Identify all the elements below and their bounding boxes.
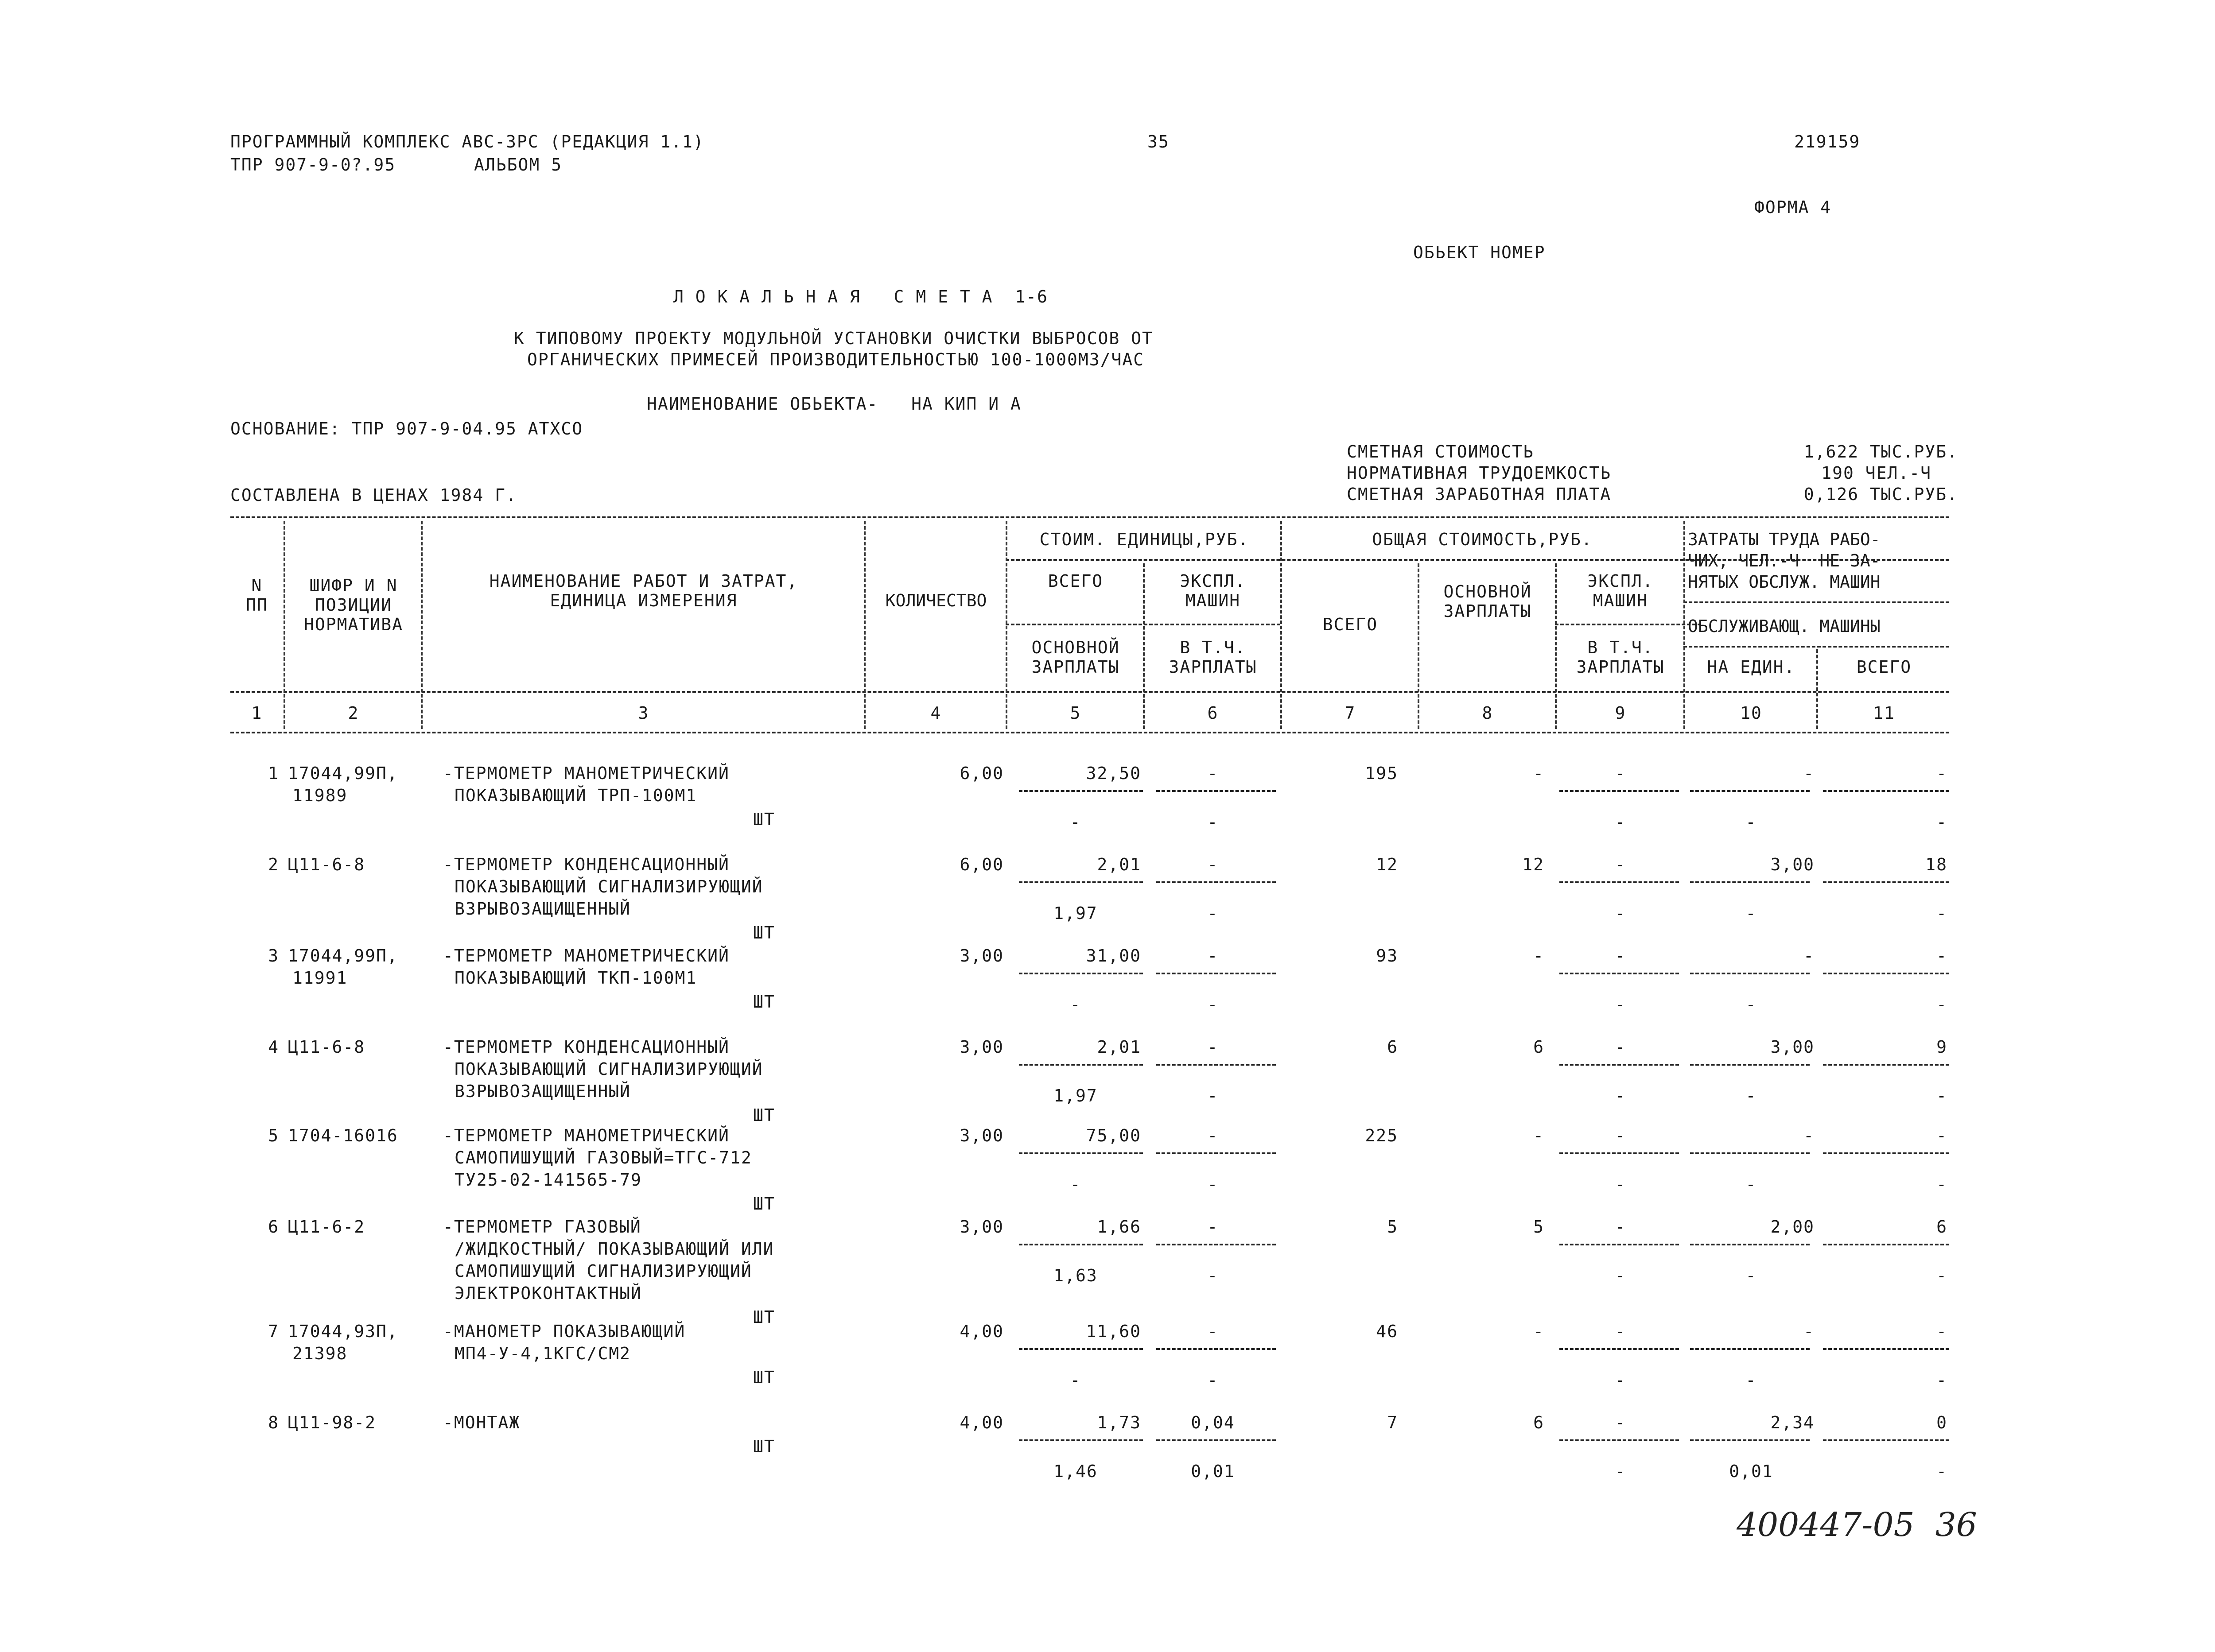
labor-unit: -: [1803, 1126, 1815, 1145]
row-dash-rule: [1823, 1064, 1949, 1066]
labor-total: -: [1936, 764, 1947, 783]
total-wage: 12: [1522, 855, 1544, 874]
labor-header: НЯТЫХ ОБСЛУЖ. МАШИН: [1688, 572, 1881, 592]
unit-cost-header: СТОИМ. ЕДИНИЦЫ,РУБ.: [1039, 530, 1249, 549]
summary-value: 190 ЧЕЛ.-Ч: [1821, 463, 1931, 483]
row-name-line: -МОНТАЖ: [443, 1413, 521, 1432]
row-unit: ШТ: [753, 810, 775, 829]
row-dash-rule: [1019, 1064, 1143, 1066]
handwritten-note: 400447-05 36: [1737, 1506, 1977, 1544]
row-dash-rule: [1156, 1244, 1276, 1245]
labor-unit-serv: -: [1745, 1175, 1757, 1194]
row-code: Ц11-6-8: [288, 1037, 365, 1057]
estimate-title: Л О К А Л Ь Н А Я С М Е Т А 1-6: [673, 287, 1048, 306]
row-dash-rule: [1690, 881, 1810, 883]
unit-total-header: ВСЕГО: [1048, 571, 1104, 591]
total-wage: -: [1533, 1126, 1544, 1145]
column-number: 4: [930, 703, 942, 723]
total-wage-header: ОСНОВНОЙ: [1443, 582, 1532, 601]
row-number: 1: [268, 764, 279, 783]
total-mach-header: МАШИН: [1593, 591, 1648, 610]
row-name-line: -ТЕРМОМЕТР КОНДЕНСАЦИОННЫЙ: [443, 1037, 730, 1057]
unit-total: 1,73: [1097, 1413, 1141, 1432]
row-dash-rule: [1156, 1348, 1276, 1350]
row-dash-rule: [1019, 973, 1143, 974]
total-all: 93: [1376, 946, 1398, 966]
row-quantity: 3,00: [960, 1217, 1004, 1237]
summary-label: СМЕТНАЯ СТОИМОСТЬ: [1347, 442, 1534, 461]
total-all: 7: [1387, 1413, 1398, 1432]
total-incl-header: В Т.Ч.: [1587, 638, 1654, 657]
total-all: 225: [1365, 1126, 1398, 1145]
row-dash-rule: [1690, 1348, 1810, 1350]
row-number: 4: [268, 1037, 279, 1057]
row-dash-rule: [1156, 1439, 1276, 1441]
prices-line: СОСТАВЛЕНА В ЦЕНАХ 1984 Г.: [230, 485, 517, 505]
unit-wage-header: ОСНОВНОЙ: [1031, 638, 1120, 657]
row-dash-rule: [1559, 1152, 1679, 1154]
row-code: Ц11-6-8: [288, 855, 365, 874]
form-label: ФОРМА 4: [1754, 198, 1832, 217]
col-sep: [421, 521, 423, 729]
project-code: ТПР 907-9-0?.95: [230, 155, 396, 175]
row-dash-rule: [1019, 1348, 1143, 1350]
total-mach: -: [1615, 1217, 1626, 1237]
col-sep: [1683, 521, 1685, 729]
row-dash-rule: [1156, 973, 1276, 974]
unit-wage: -: [1070, 995, 1081, 1014]
row-dash-rule: [1156, 881, 1276, 883]
row-number: 7: [268, 1322, 279, 1341]
unit-incl: -: [1207, 812, 1219, 832]
total-all: 6: [1387, 1037, 1398, 1057]
row-dash-rule: [1823, 1348, 1949, 1350]
unit-incl-header: ЗАРПЛАТЫ: [1169, 657, 1257, 677]
total-incl: -: [1615, 812, 1626, 832]
program-name: ПРОГРАММНЫЙ КОМПЛЕКС АВС-3РС (РЕДАКЦИЯ 1.1): [230, 132, 704, 151]
row-quantity: 3,00: [960, 946, 1004, 966]
col-sep: [1555, 563, 1557, 729]
unit-wage: -: [1070, 1175, 1081, 1194]
row-number: 3: [268, 946, 279, 966]
total-incl: -: [1615, 1462, 1626, 1481]
unit-mach-header: МАШИН: [1185, 591, 1241, 610]
col-2-header: ПОЗИЦИИ: [315, 595, 392, 615]
labor-total: -: [1936, 1322, 1947, 1341]
row-dash-rule: [1019, 881, 1143, 883]
labor-total: 9: [1936, 1037, 1947, 1057]
title-line-1: К ТИПОВОМУ ПРОЕКТУ МОДУЛЬНОЙ УСТАНОВКИ ОЧИСТКИ ВЫБРОСОВ ОТ: [514, 329, 1153, 348]
row-code: 17044,93П,: [288, 1322, 398, 1341]
row-dash-rule: [1559, 1439, 1679, 1441]
summary-label: НОРМАТИВНАЯ ТРУДОЕМКОСТЬ: [1347, 463, 1612, 483]
unit-mach: -: [1207, 1322, 1219, 1341]
row-name-line: САМОПИШУЩИЙ СИГНАЛИЗИРУЮЩИЙ: [455, 1261, 752, 1281]
total-mach: -: [1615, 1413, 1626, 1432]
row-unit: ШТ: [753, 923, 775, 942]
col-sep: [284, 521, 285, 729]
labor-header: ЧИХ, ЧЕЛ.-Ч НЕ ЗА-: [1688, 551, 1881, 570]
total-incl: -: [1615, 1175, 1626, 1194]
total-incl: -: [1615, 995, 1626, 1014]
unit-incl: -: [1207, 904, 1219, 923]
row-dash-rule: [1690, 1244, 1810, 1245]
summary-value: 0,126 ТЫС.РУБ.: [1803, 485, 1958, 504]
total-mach: -: [1615, 1126, 1626, 1145]
total-all: 195: [1365, 764, 1398, 783]
column-number: 10: [1740, 703, 1762, 723]
row-dash-rule: [1690, 1152, 1810, 1154]
total-mach: -: [1615, 1322, 1626, 1341]
labor-unit: -: [1803, 1322, 1815, 1341]
document-number: 219159: [1794, 132, 1861, 151]
row-code: 1704-16016: [288, 1126, 398, 1145]
row-name-line: ПОКАЗЫВАЮЩИЙ СИГНАЛИЗИРУЮЩИЙ: [455, 877, 763, 896]
total-all: 46: [1376, 1322, 1398, 1341]
row-dash-rule: [1559, 1064, 1679, 1066]
total-incl-header: ЗАРПЛАТЫ: [1576, 657, 1665, 677]
total-wage: 5: [1533, 1217, 1544, 1237]
row-name-line: МП4-У-4,1КГС/СМ2: [455, 1344, 631, 1363]
labor-unit-serv: -: [1745, 1266, 1757, 1285]
row-unit: ШТ: [753, 1368, 775, 1387]
row-code: 17044,99П,: [288, 764, 398, 783]
total-mach: -: [1615, 764, 1626, 783]
labor-total-serv: -: [1936, 812, 1947, 832]
row-dash-rule: [1690, 973, 1810, 974]
row-name-line: -МАНОМЕТР ПОКАЗЫВАЮЩИЙ: [443, 1322, 686, 1341]
total-mach-mid-rule: [1555, 624, 1701, 625]
row-quantity: 6,00: [960, 764, 1004, 783]
title-line-2: ОРГАНИЧЕСКИХ ПРИМЕСЕЙ ПРОИЗВОДИТЕЛЬНОСТЬЮ 100-1000М3/ЧАС: [527, 350, 1145, 369]
total-incl: -: [1615, 904, 1626, 923]
labor-total-serv: -: [1936, 1266, 1947, 1285]
col-sep: [1418, 563, 1419, 729]
unit-wage: 1,97: [1053, 904, 1098, 923]
row-dash-rule: [1823, 973, 1949, 974]
col-2-header: НОРМАТИВА: [304, 615, 403, 634]
row-name-line: ВЗРЫВОЗАЩИЩЕННЫЙ: [455, 899, 631, 919]
total-wage: 6: [1533, 1037, 1544, 1057]
column-number: 1: [251, 703, 263, 723]
header-bottom-rule: [230, 691, 1949, 693]
labor-total: 18: [1925, 855, 1947, 874]
row-dash-rule: [1019, 1244, 1143, 1245]
col-sep: [1816, 649, 1818, 729]
row-unit: ШТ: [753, 1307, 775, 1327]
unit-wage: -: [1070, 1370, 1081, 1390]
labor-total-serv: -: [1936, 1086, 1947, 1105]
row-code: 11991: [292, 968, 348, 988]
row-dash-rule: [1559, 973, 1679, 974]
row-dash-rule: [1823, 1152, 1949, 1154]
unit-mach: -: [1207, 764, 1219, 783]
row-name-line: -ТЕРМОМЕТР МАНОМЕТРИЧЕСКИЙ: [443, 764, 730, 783]
unit-incl-header: В Т.Ч.: [1180, 638, 1246, 657]
unit-total: 2,01: [1097, 855, 1141, 874]
row-dash-rule: [1823, 881, 1949, 883]
row-code: 21398: [292, 1344, 348, 1363]
row-dash-rule: [1690, 1064, 1810, 1066]
row-dash-rule: [1690, 790, 1810, 792]
row-name-line: ВЗРЫВОЗАЩИЩЕННЫЙ: [455, 1082, 631, 1101]
row-name-line: -ТЕРМОМЕТР МАНОМЕТРИЧЕСКИЙ: [443, 946, 730, 966]
row-name-line: ЭЛЕКТРОКОНТАКТНЫЙ: [455, 1284, 642, 1303]
row-quantity: 3,00: [960, 1037, 1004, 1057]
labor-total-serv: -: [1936, 1370, 1947, 1390]
labor-unit: 3,00: [1770, 1037, 1815, 1057]
row-name-line: -ТЕРМОМЕТР ГАЗОВЫЙ: [443, 1217, 641, 1237]
row-quantity: 4,00: [960, 1322, 1004, 1341]
unit-wage: 1,46: [1053, 1462, 1098, 1481]
row-number: 5: [268, 1126, 279, 1145]
unit-incl: -: [1207, 1175, 1219, 1194]
row-name-line: ПОКАЗЫВАЮЩИЙ СИГНАЛИЗИРУЮЩИЙ: [455, 1059, 763, 1079]
unit-mach: -: [1207, 1037, 1219, 1057]
column-number: 5: [1070, 703, 1081, 723]
row-name-line: САМОПИШУЩИЙ ГАЗОВЫЙ=ТГС-712: [455, 1148, 752, 1167]
unit-wage: 1,97: [1053, 1086, 1098, 1105]
col-3-header: ЕДИНИЦА ИЗМЕРЕНИЯ: [550, 591, 738, 610]
row-quantity: 3,00: [960, 1126, 1004, 1145]
unit-total: 11,60: [1086, 1322, 1141, 1341]
total-incl: -: [1615, 1370, 1626, 1390]
table-top-rule: [230, 516, 1949, 518]
unit-wage: -: [1070, 812, 1081, 832]
unit-mach-header: ЭКСПЛ.: [1180, 571, 1246, 591]
col-3-header: НАИМЕНОВАНИЕ РАБОТ И ЗАТРАТ,: [489, 571, 798, 591]
col-1-header: ПП: [246, 595, 268, 615]
total-mach: -: [1615, 855, 1626, 874]
unit-incl: -: [1207, 1370, 1219, 1390]
unit-incl: -: [1207, 1086, 1219, 1105]
labor-unit-serv: -: [1745, 995, 1757, 1014]
labor-unit-serv: -: [1745, 1086, 1757, 1105]
unit-mach: -: [1207, 1126, 1219, 1145]
labor-rule-2: [1683, 646, 1949, 648]
basis-line: ОСНОВАНИЕ: ТПР 907-9-04.95 АТХСО: [230, 419, 583, 438]
column-number: 9: [1615, 703, 1626, 723]
row-quantity: 4,00: [960, 1413, 1004, 1432]
labor-unit-serv: -: [1745, 904, 1757, 923]
total-wage: 6: [1533, 1413, 1544, 1432]
total-wage: -: [1533, 1322, 1544, 1341]
row-name-line: -ТЕРМОМЕТР КОНДЕНСАЦИОННЫЙ: [443, 855, 730, 874]
labor-total: 6: [1936, 1217, 1947, 1237]
total-incl: -: [1615, 1086, 1626, 1105]
row-name-line: /ЖИДКОСТНЫЙ/ ПОКАЗЫВАЮЩИЙ ИЛИ: [455, 1239, 774, 1259]
row-dash-rule: [1019, 1152, 1143, 1154]
column-number: 3: [638, 703, 649, 723]
unit-mach: 0,04: [1191, 1413, 1235, 1432]
unit-incl: 0,01: [1191, 1462, 1235, 1481]
summary-label: СМЕТНАЯ ЗАРАБОТНАЯ ПЛАТА: [1347, 485, 1612, 504]
total-cost-header: ОБЩАЯ СТОИМОСТЬ,РУБ.: [1372, 530, 1593, 549]
unit-wage-header: ЗАРПЛАТЫ: [1031, 657, 1120, 677]
row-dash-rule: [1559, 1244, 1679, 1245]
row-dash-rule: [1559, 790, 1679, 792]
labor-unit: 2,00: [1770, 1217, 1815, 1237]
labor-unit: -: [1803, 946, 1815, 966]
unit-total: 31,00: [1086, 946, 1141, 966]
row-dash-rule: [1559, 881, 1679, 883]
labor-unit-serv: 0,01: [1729, 1462, 1773, 1481]
row-dash-rule: [1019, 790, 1143, 792]
unit-total: 2,01: [1097, 1037, 1141, 1057]
labor-header: ЗАТРАТЫ ТРУДА РАБО-: [1688, 530, 1881, 549]
labor-total-header: ВСЕГО: [1856, 657, 1912, 677]
row-dash-rule: [1156, 1152, 1276, 1154]
col-sep: [864, 521, 866, 729]
total-all: 5: [1387, 1217, 1398, 1237]
total-wage-header: ЗАРПЛАТЫ: [1443, 601, 1532, 621]
unit-mach: -: [1207, 855, 1219, 874]
unit-total: 32,50: [1086, 764, 1141, 783]
row-code: 17044,99П,: [288, 946, 398, 966]
row-dash-rule: [1019, 1439, 1143, 1441]
row-name-line: ПОКАЗЫВАЮЩИЙ ТКП-100М1: [455, 968, 697, 988]
row-name-line: ТУ25-02-141565-79: [455, 1170, 642, 1190]
row-dash-rule: [1823, 1244, 1949, 1245]
unit-mach: -: [1207, 1217, 1219, 1237]
col-sep: [1280, 521, 1282, 729]
unit-total: 1,66: [1097, 1217, 1141, 1237]
total-all: 12: [1376, 855, 1398, 874]
row-number: 2: [268, 855, 279, 874]
numbers-bottom-rule: [230, 732, 1949, 733]
page-number: 35: [1147, 132, 1170, 151]
labor-unit: 2,34: [1770, 1413, 1815, 1432]
column-number: 11: [1873, 703, 1895, 723]
unit-incl: -: [1207, 995, 1219, 1014]
object-number-label: ОБЬЕКТ НОМЕР: [1413, 243, 1546, 262]
unit-total: 75,00: [1086, 1126, 1141, 1145]
unit-incl: -: [1207, 1266, 1219, 1285]
column-number: 8: [1482, 703, 1493, 723]
labor-total-serv: -: [1936, 1462, 1947, 1481]
row-name-line: ПОКАЗЫВАЮЩИЙ ТРП-100М1: [455, 786, 697, 805]
total-wage: -: [1533, 946, 1544, 966]
unit-wage: 1,63: [1053, 1266, 1098, 1285]
row-dash-rule: [1559, 1348, 1679, 1350]
row-dash-rule: [1823, 790, 1949, 792]
summary-value: 1,622 ТЫС.РУБ.: [1803, 442, 1958, 461]
total-mach: -: [1615, 946, 1626, 966]
row-name-line: -ТЕРМОМЕТР МАНОМЕТРИЧЕСКИЙ: [443, 1126, 730, 1145]
total-all-header: ВСЕГО: [1322, 615, 1378, 634]
row-dash-rule: [1690, 1439, 1810, 1441]
col-4-header: КОЛИЧЕСТВО: [885, 591, 987, 610]
column-number: 2: [348, 703, 359, 723]
labor-total-serv: -: [1936, 995, 1947, 1014]
col-2-header: ШИФР И N: [309, 576, 398, 595]
col-sep: [1006, 521, 1007, 729]
labor-total: -: [1936, 946, 1947, 966]
total-mach-header: ЭКСПЛ.: [1587, 571, 1654, 591]
row-number: 6: [268, 1217, 279, 1237]
labor-total: 0: [1936, 1413, 1947, 1432]
labor-unit-serv: -: [1745, 1370, 1757, 1390]
unit-mach: -: [1207, 946, 1219, 966]
row-unit: ШТ: [753, 1105, 775, 1125]
col-sep: [1143, 563, 1145, 729]
labor-total-serv: -: [1936, 904, 1947, 923]
row-number: 8: [268, 1413, 279, 1432]
labor-unit: 3,00: [1770, 855, 1815, 874]
row-unit: ШТ: [753, 1437, 775, 1456]
labor-unit-serv: -: [1745, 812, 1757, 832]
row-dash-rule: [1156, 790, 1276, 792]
row-code: 11989: [292, 786, 348, 805]
row-code: Ц11-98-2: [288, 1413, 377, 1432]
total-mach: -: [1615, 1037, 1626, 1057]
labor-unit-header: НА ЕДИН.: [1707, 657, 1795, 677]
labor-rule-1: [1683, 601, 1949, 603]
row-dash-rule: [1156, 1064, 1276, 1066]
column-number: 6: [1207, 703, 1219, 723]
labor-service-header: ОБСЛУЖИВАЮЩ. МАШИНЫ: [1688, 617, 1881, 636]
row-code: Ц11-6-2: [288, 1217, 365, 1237]
row-unit: ШТ: [753, 992, 775, 1012]
total-wage: -: [1533, 764, 1544, 783]
labor-total: -: [1936, 1126, 1947, 1145]
column-number: 7: [1345, 703, 1356, 723]
row-dash-rule: [1823, 1439, 1949, 1441]
row-unit: ШТ: [753, 1194, 775, 1214]
labor-unit: -: [1803, 764, 1815, 783]
total-incl: -: [1615, 1266, 1626, 1285]
col-1-header: N: [251, 576, 263, 595]
object-name: НАИМЕНОВАНИЕ ОБЬЕКТА- НА КИП И А: [647, 394, 1022, 414]
labor-total-serv: -: [1936, 1175, 1947, 1194]
album-label: АЛЬБОМ 5: [474, 155, 563, 175]
row-quantity: 6,00: [960, 855, 1004, 874]
